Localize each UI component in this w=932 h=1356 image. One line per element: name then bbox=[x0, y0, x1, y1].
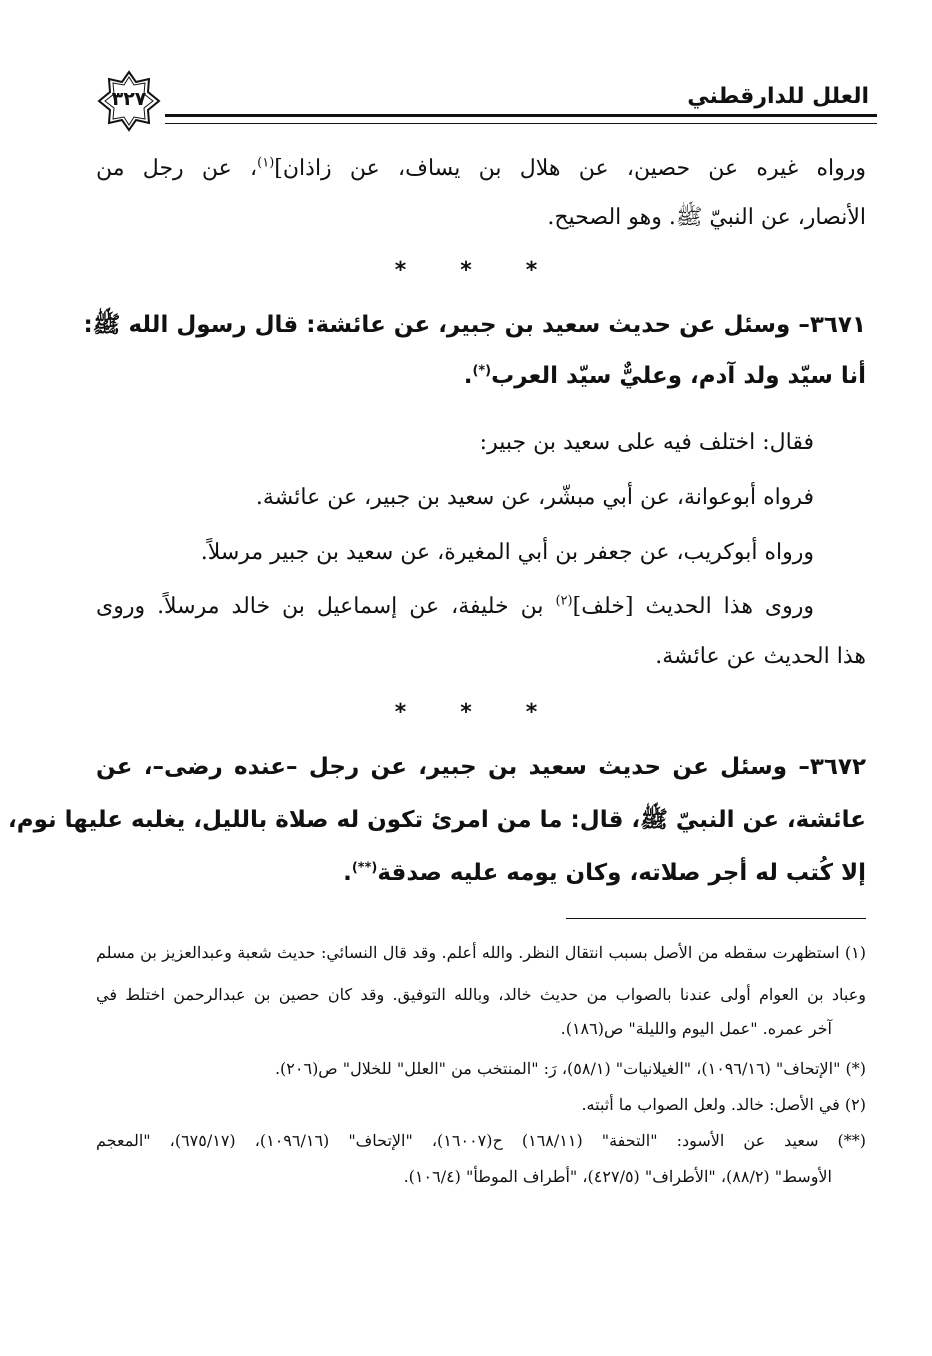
footnote-ref: (*) bbox=[472, 363, 492, 379]
text-span: . bbox=[343, 860, 352, 886]
text-span: ، عن رجل من bbox=[96, 156, 258, 181]
text-span: وروى هذا الحديث [خلف] bbox=[572, 594, 814, 619]
body-line bbox=[96, 592, 814, 622]
footnote-line: (*) "الإتحاف" (١٠٩٦/١٦)، "الغيلانيات" (٥٨/١)، رَ: "المنتخب من "العلل" للخلال" ص(٢٠٦). bbox=[274, 1059, 866, 1078]
page-number-badge bbox=[95, 70, 163, 132]
footnote-ref: (**) bbox=[351, 860, 378, 876]
body-line: الأنصار، عن النبيّ ﷺ. وهو الصحيح. bbox=[547, 205, 866, 230]
body-line: هذا الحديث عن عائشة. bbox=[655, 644, 866, 669]
body-line: ورواه أبوكريب، عن جعفر بن أبي المغيرة، عن سعيد بن جبير مرسلاً. bbox=[200, 540, 814, 565]
text-span: . bbox=[463, 363, 473, 389]
separator-star: * bbox=[460, 258, 472, 283]
footnote-line: آخر عمره. "عمل اليوم والليلة" ص(١٨٦). bbox=[560, 1019, 832, 1038]
footnote-line: (٢) في الأصل: خالد. ولعل الصواب ما أثبته. bbox=[581, 1095, 866, 1114]
text-span: ورواه غيره عن حصين، عن هلال بن يساف، عن زاذان] bbox=[274, 156, 866, 181]
entry-heading-line: ٣٦٧٢– وسئل عن حديث سعيد بن جبير، عن رجل –عنده رضى–، عن bbox=[96, 754, 866, 780]
section-separator bbox=[0, 700, 932, 725]
header-rule bbox=[165, 114, 877, 124]
separator-star: * bbox=[460, 700, 472, 725]
separator-star: * bbox=[525, 258, 538, 283]
body-line: فرواه أبوعوانة، عن أبي مبشّر، عن سعيد بن جبير، عن عائشة. bbox=[255, 485, 814, 510]
entry-heading-line: ٣٦٧١– وسئل عن حديث سعيد بن جبير، عن عائشة: قال رسول الله ﷺ: bbox=[83, 312, 866, 338]
footnote-line: وعباد بن العوام أولى عندنا بالصواب من حديث خالد، وبالله التوفيق. وقد كان حصين بن عبدالرحمن اختلط في bbox=[96, 985, 866, 1004]
separator-star: * bbox=[525, 700, 538, 725]
footnote-separator bbox=[566, 918, 866, 919]
page-number: ٣٢٧ bbox=[111, 88, 147, 110]
text-span: أنا سيّد ولد آدم، وعليٌّ سيّد العرب bbox=[491, 363, 866, 389]
body-line: فقال: اختلف فيه على سعيد بن جبير: bbox=[479, 430, 814, 455]
text-span: إلا كُتب له أجر صلاته، وكان يومه عليه صدقة bbox=[377, 860, 866, 886]
running-title: العلل للدارقطني bbox=[687, 84, 869, 109]
footnote-line: (**) سعيد عن الأسود: "التحفة" (١٦٨/١١) ح(١٦٠٠٧)، "الإتحاف" (١٠٩٦/١٦)، (٦٧٥/١٧)، "المعجم bbox=[96, 1131, 866, 1150]
text-span: بن خليفة، عن إسماعيل بن خالد مرسلاً. وروى bbox=[96, 594, 556, 619]
body-line bbox=[96, 154, 866, 184]
footnote-ref: (١) bbox=[257, 155, 275, 171]
footnote-ref: (٢) bbox=[555, 593, 573, 609]
page-header bbox=[95, 68, 877, 138]
section-separator bbox=[0, 258, 932, 283]
footnote-line: الأوسط" (٨٨/٢)، "الأطراف" (٤٢٧/٥)، "أطراف الموطأ" (١٠٦/٤). bbox=[403, 1167, 832, 1186]
entry-heading-line bbox=[464, 361, 866, 391]
separator-star: * bbox=[394, 258, 407, 283]
footnote-line: (١) استظهرت سقطه من الأصل بسبب انتقال النظر. والله أعلم. وقد قال النسائي: حديث شعبة وعبدالعزيز بن مسلم bbox=[96, 943, 867, 962]
separator-star: * bbox=[394, 700, 407, 725]
entry-heading-line bbox=[343, 858, 866, 888]
entry-heading-line: عائشة، عن النبيّ ﷺ، قال: ما من امرئ تكون له صلاة بالليل، يغلبه عليها نوم، bbox=[7, 807, 866, 833]
